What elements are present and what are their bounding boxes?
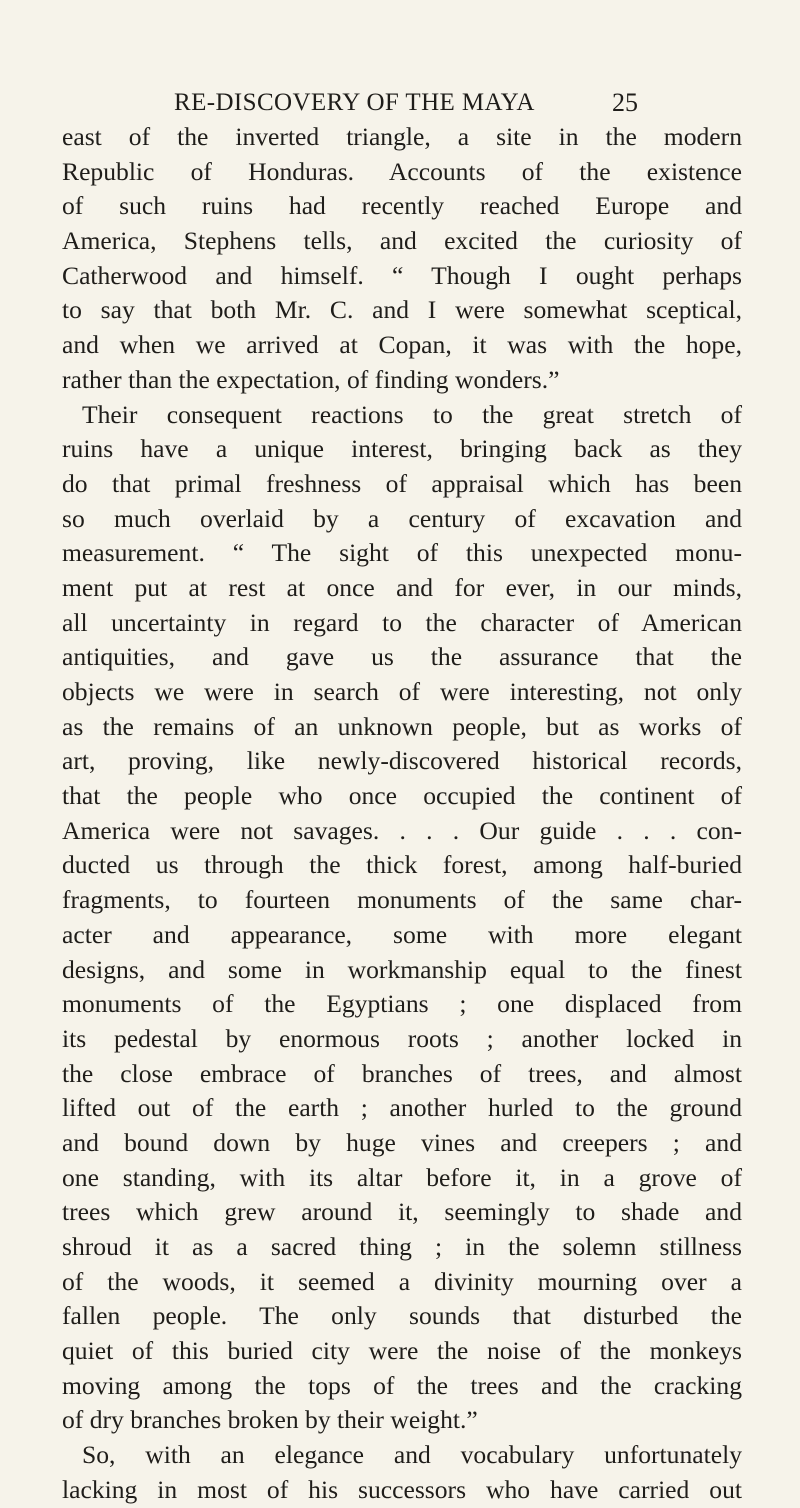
text-line: measurement. “ The sight of this unexpected monu- — [62, 538, 742, 568]
page-number: 25 — [612, 88, 638, 117]
text-line: of such ruins had recently reached Europe and — [62, 191, 742, 221]
text-line: So, with an elegance and vocabulary unfortunately — [82, 1440, 742, 1470]
text-line: America, Stephens tells, and excited the curiosity of — [62, 226, 742, 256]
text-line: acter and appearance, some with more elegant — [62, 919, 742, 949]
text-line: all uncertainty in regard to the character of American — [62, 607, 742, 637]
text-line: to say that both Mr. C. and I were somewhat sceptical, — [62, 295, 742, 325]
text-line: ducted us through the thick forest, among half-buried — [62, 850, 742, 880]
text-line: lacking in most of his successors who have carried out — [62, 1474, 742, 1504]
text-line: ruins have a unique interest, bringing back as they — [62, 434, 742, 464]
text-line: its pedestal by enormous roots ; another locked in — [62, 1023, 742, 1053]
text-line: quiet of this buried city were the noise of the monkeys — [62, 1336, 742, 1366]
text-line: rather than the expectation, of finding wonders.” — [62, 364, 560, 394]
text-line: that the people who once occupied the continent of — [62, 781, 742, 811]
text-line: and when we arrived at Copan, it was with the hope, — [62, 330, 742, 360]
text-line: America were not savages. . . . Our guide . . . con- — [62, 815, 742, 845]
text-line: the close embrace of branches of trees, and almost — [62, 1058, 742, 1088]
text-line: east of the inverted triangle, a site in the modern — [62, 122, 742, 151]
text-line: designs, and some in workmanship equal to the finest — [62, 954, 742, 984]
body-text — [62, 120, 742, 1508]
text-line: do that primal freshness of appraisal which has been — [62, 468, 742, 498]
text-line: objects we were in search of were interesting, not only — [62, 677, 742, 706]
text-line: fragments, to fourteen monuments of the same char- — [62, 885, 742, 915]
text-line: ment put at rest at once and for ever, in our minds, — [62, 572, 742, 602]
text-line: moving among the tops of the trees and the cracking — [62, 1370, 742, 1400]
running-head-title: RE-DISCOVERY OF THE MAYA — [174, 89, 535, 116]
text-line: monuments of the Egyptians ; one displaced from — [62, 989, 742, 1019]
text-line: as the remains of an unknown people, but as works of — [62, 711, 742, 741]
text-line: shroud it as a sacred thing ; in the solemn stillness — [62, 1232, 742, 1261]
text-line: of the woods, it seemed a divinity mourning over a — [62, 1266, 742, 1296]
text-line: trees which grew around it, seemingly to shade and — [62, 1197, 742, 1227]
text-line: of dry branches broken by their weight.” — [62, 1405, 478, 1435]
text-line: fallen people. The only sounds that disturbed the — [62, 1301, 742, 1331]
text-line: Their consequent reactions to the great stretch of — [82, 399, 742, 429]
text-line: art, proving, like newly-discovered historical records, — [62, 746, 742, 776]
text-line: and bound down by huge vines and creepers ; and — [62, 1127, 742, 1157]
text-line: Catherwood and himself. “ Though I ought perhaps — [62, 260, 742, 290]
text-line: antiquities, and gave us the assurance that the — [62, 642, 742, 672]
text-line: so much overlaid by a century of excavation and — [62, 503, 742, 533]
text-line: Republic of Honduras. Accounts of the existence — [62, 156, 742, 186]
text-line: lifted out of the earth ; another hurled to the ground — [62, 1093, 742, 1123]
text-line: one standing, with its altar before it, in a grove of — [62, 1162, 742, 1192]
